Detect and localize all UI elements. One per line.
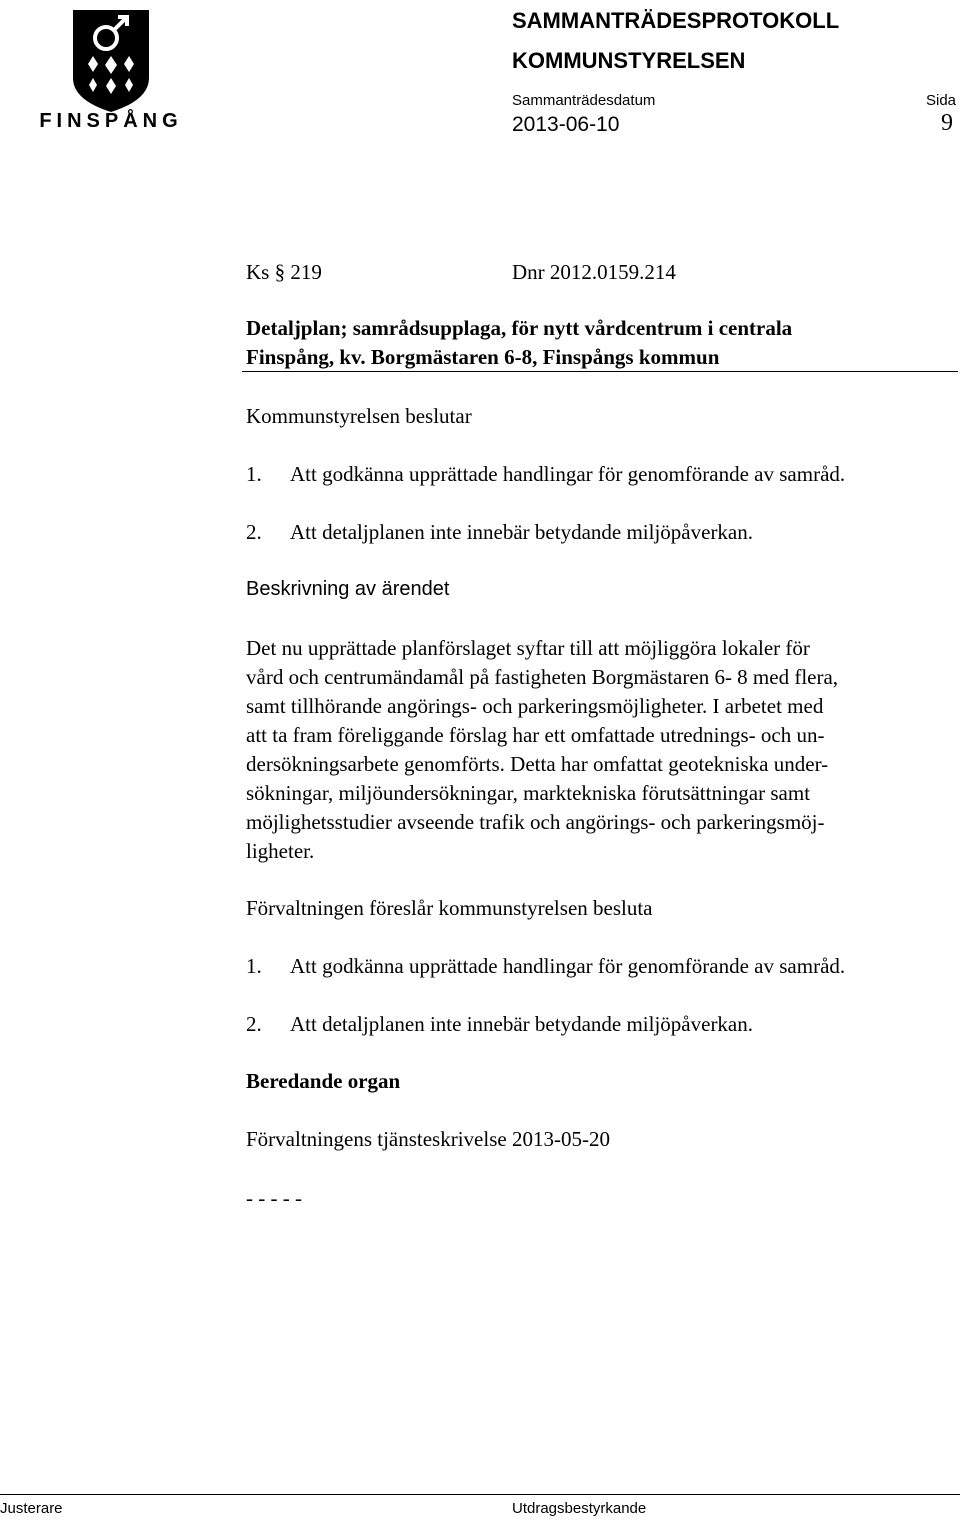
- preparation-title: Beredande organ: [246, 1069, 401, 1093]
- page-number: 9: [941, 110, 953, 136]
- description-line: samt tillhörande angörings- och parkeringsmöjligheter. I arbetet med: [246, 694, 824, 718]
- footer-divider: [0, 1494, 960, 1495]
- footer-utdragsbestyrkande: Utdragsbestyrkande: [512, 1500, 647, 1517]
- end-marker: - - - - -: [246, 1186, 302, 1210]
- decision-title: Kommunstyrelsen beslutar: [246, 404, 472, 428]
- footer-justerare: Justerare: [0, 1500, 63, 1517]
- description-title: Beskrivning av ärendet: [246, 578, 450, 600]
- description-line: dersökningsarbete genomförts. Detta har omfattat geotekniska under-: [246, 752, 829, 776]
- decision-item-number: 1.: [246, 462, 262, 486]
- description-line: ligheter.: [246, 839, 315, 863]
- proposal-item-text: Att detaljplanen inte innebär betydande miljöpåverkan.: [290, 1012, 754, 1036]
- meeting-date-value: 2013-06-10: [512, 113, 620, 136]
- meeting-date-label: Sammanträdesdatum: [512, 92, 656, 109]
- committee-name: KOMMUNSTYRELSEN: [512, 48, 746, 73]
- heading-underline: [242, 371, 958, 372]
- description-line: Det nu upprättade planförslaget syftar till att möjliggöra lokaler för: [246, 636, 810, 660]
- logo-wordmark: FINSPÅNG: [39, 110, 183, 132]
- page-label: Sida: [926, 92, 957, 109]
- case-heading: [246, 314, 792, 372]
- proposal-item-number: 2.: [246, 1012, 262, 1036]
- decision-item-number: 2.: [246, 520, 262, 544]
- decision-item-text: Att godkänna upprättade handlingar för genomförande av samråd.: [290, 462, 846, 486]
- description-line: sökningar, miljöundersökningar, marktekniska förutsättningar samt: [246, 781, 811, 805]
- case-paragraph-number: Ks § 219: [246, 260, 322, 284]
- case-registration-number: Dnr 2012.0159.214: [512, 260, 676, 284]
- decision-item-text: Att detaljplanen inte innebär betydande miljöpåverkan.: [290, 520, 754, 544]
- proposal-title: Förvaltningen föreslår kommunstyrelsen besluta: [246, 896, 653, 920]
- preparation-text: Förvaltningens tjänsteskrivelse 2013-05-20: [246, 1127, 610, 1151]
- description-line: att ta fram föreliggande förslag har ett omfattade utrednings- och un-: [246, 723, 825, 747]
- proposal-item-text: Att godkänna upprättade handlingar för genomförande av samråd.: [290, 954, 846, 978]
- case-heading-line: Detaljplan; samrådsupplaga, för nytt vårdcentrum i centrala: [246, 316, 793, 340]
- description-paragraph: [246, 634, 956, 866]
- document-title: SAMMANTRÄDESPROTOKOLL: [512, 8, 840, 33]
- case-heading-line: Finspång, kv. Borgmästaren 6-8, Finspångs kommun: [246, 345, 720, 369]
- proposal-item-number: 1.: [246, 954, 262, 978]
- description-line: möjlighetsstudier avseende trafik och angörings- och parkeringsmöj-: [246, 810, 825, 834]
- description-line: vård och centrumändamål på fastigheten Borgmästaren 6- 8 med flera,: [246, 665, 839, 689]
